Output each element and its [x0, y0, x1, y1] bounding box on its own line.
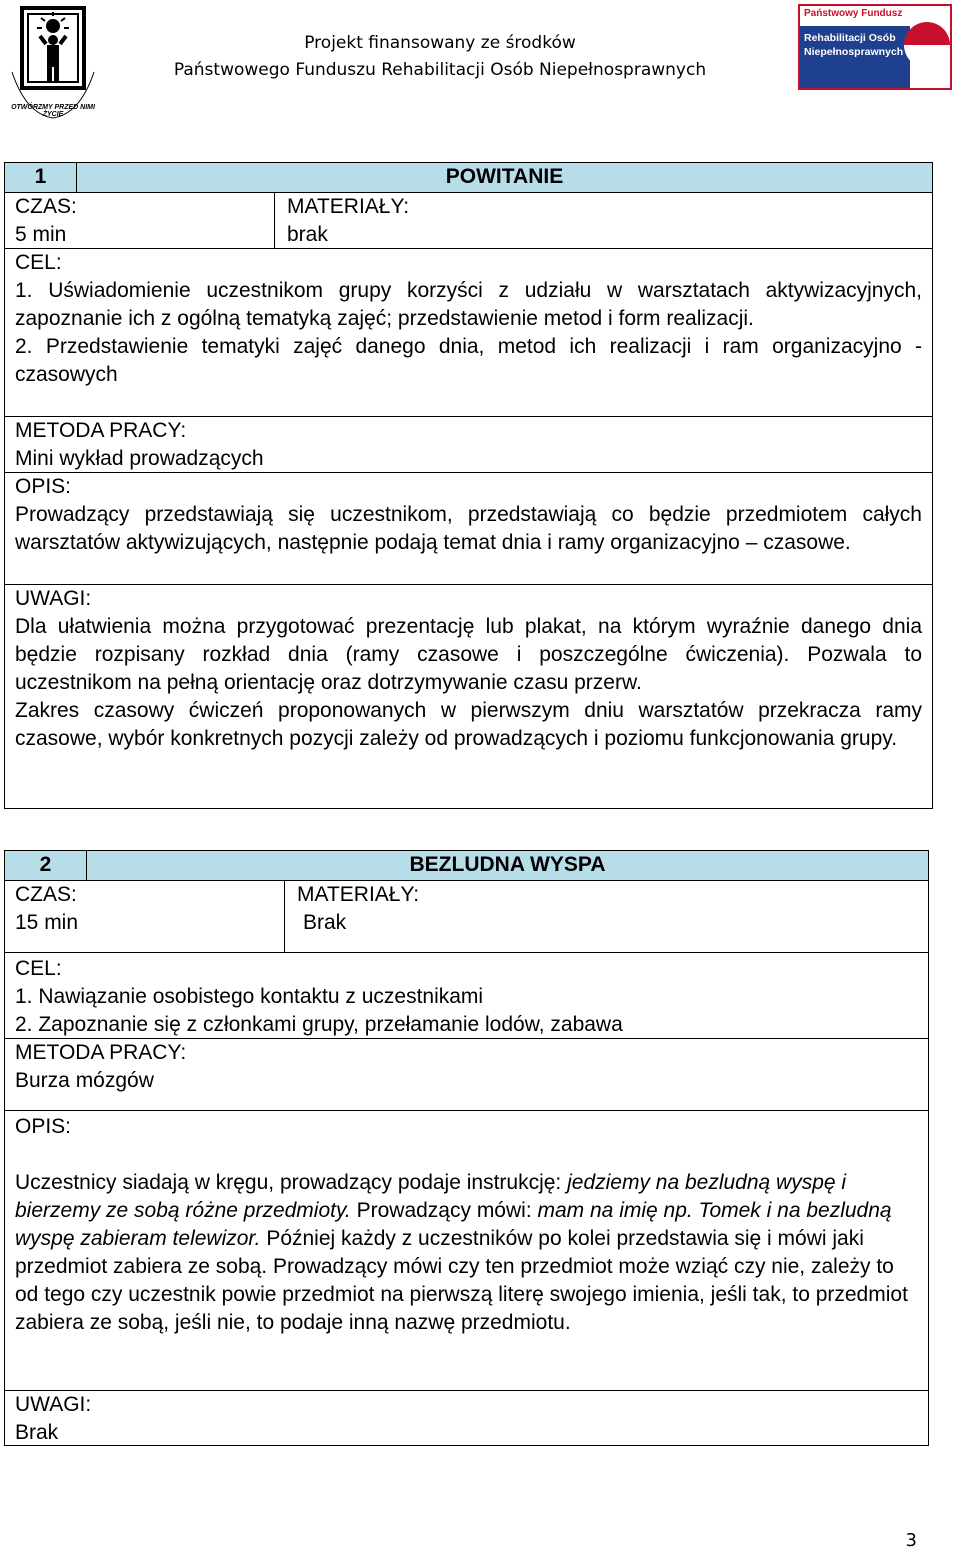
description-label: OPIS: [15, 475, 72, 498]
activity-header-2 [5, 851, 928, 881]
description-text: Prowadzący przedstawiają się uczestnikom, przedstawiają co będzie przedmiotem całych warsztatów aktywizujących, następnie podają temat dnia i ramy organizacyjno – czasowe. [15, 503, 922, 554]
notes-value: Brak [15, 1421, 59, 1444]
time-materials-row [5, 880, 928, 953]
description-part-a: Uczestnicy siadają w kręgu, prowadzący podaje instrukcję: [15, 1171, 568, 1194]
time-value: 5 min [15, 223, 67, 246]
time-cell [5, 881, 285, 953]
logo-caption: OTWÓRZMY PRZED NIMI ŻYCIE [11, 104, 95, 118]
page-number: 3 [905, 1530, 917, 1551]
funding-line-1: Projekt finansowany ze środków [304, 33, 576, 53]
pfron-logo-band [800, 26, 910, 88]
description-part-c: Prowadzący mówi: [350, 1199, 538, 1222]
funding-line-2: Państwowego Funduszu Rehabilitacji Osób Niepełnosprawnych [173, 60, 707, 80]
method-row [5, 416, 932, 473]
activity-title: BEZLUDNA WYSPA [409, 853, 606, 876]
goal-item-2: 2. Zapoznanie się z członkami grupy, przełamanie lodów, zabawa [15, 1013, 623, 1036]
notes-label: UWAGI: [15, 1393, 92, 1416]
description-row [5, 472, 932, 585]
materials-label: MATERIAŁY: [297, 883, 420, 906]
method-value: Burza mózgów [15, 1069, 154, 1092]
goal-item-2: 2. Przedstawienie tematyki zajęć danego dnia, metod ich realizacji i ram organizacyjno - czasowych [15, 335, 922, 386]
time-cell [5, 193, 275, 249]
materials-value: Brak [303, 911, 347, 934]
notes-text-1: Dla ułatwienia można przygotować prezentację lub plakat, na którym wyraźnie danego dnia będzie rozpisany rozkład dnia (ramy czasowe i poszczególne ćwiczenia). Pozwala to uczestnikom na pełną orientację oraz dotrzymywanie czasu przerw. [15, 615, 922, 694]
time-label: CZAS: [15, 195, 77, 218]
goal-label: CEL: [15, 251, 62, 274]
materials-label: MATERIAŁY: [287, 195, 410, 218]
description-text [15, 1169, 918, 1337]
funding-notice [140, 30, 740, 84]
description-part-e: Później każdy z uczestników po kolei przedstawia się i mówi jaki przedmiot zabiera ze sobą. Prowadzący mówi czy ten przedmiot może wziąć czy nie, zależy to od tego czy uczestnik powie przedmiot na pierwszą literę swojego imienia, jeśli tak, to przedmiot zabiera ze sobą, jeśli nie, to podaje inną nazwę przedmiotu. [15, 1227, 908, 1334]
notes-row [5, 584, 932, 809]
materials-cell [275, 193, 409, 249]
goal-label: CEL: [15, 957, 62, 980]
goal-row [5, 248, 932, 417]
pfron-logo [798, 4, 952, 90]
activity-number: 2 [5, 851, 87, 880]
method-label: METODA PRACY: [15, 419, 187, 442]
activity-table-2 [4, 850, 929, 1446]
time-label: CZAS: [15, 883, 77, 906]
method-row [5, 1038, 928, 1111]
goal-item-1: 1. Uświadomienie uczestnikom grupy korzyści z udziału w warsztatach aktywizacyjnych, zapoznanie ich z ogólną tematyką zajęć; przedstawienie metod i form realizacji. [15, 279, 922, 330]
activity-table-1 [4, 162, 933, 809]
notes-row [5, 1390, 928, 1446]
materials-value: brak [287, 223, 328, 246]
description-part-d: mam na imię np. Tomek i na bezludną wyspę zabieram telewizor. [15, 1199, 892, 1250]
goal-row [5, 952, 928, 1041]
page-header [0, 0, 960, 125]
notes-text-2: Zakres czasowy ćwiczeń proponowanych w pierwszym dniu warsztatów przekracza ramy czasowe, wybór konkretnych pozycji zależy od prowadzących i poziomu funkcjonowania grupy. [15, 699, 922, 750]
activity-header-1 [5, 163, 932, 193]
description-row [5, 1110, 928, 1393]
description-label: OPIS: [15, 1115, 72, 1138]
time-materials-row [5, 192, 932, 249]
method-label: METODA PRACY: [15, 1041, 187, 1064]
foundation-logo [6, 2, 100, 124]
goal-item-1: 1. Nawiązanie osobistego kontaktu z uczestnikami [15, 985, 484, 1008]
method-value: Mini wykład prowadzących [15, 447, 264, 470]
description-part-b: jedziemy na bezludną wyspę i bierzemy ze sobą różne przedmioty. [15, 1171, 847, 1222]
pfron-logo-line-1: Rehabilitacji Osób [804, 32, 896, 44]
pfron-logo-line-2: Niepełnosprawnych [804, 46, 904, 58]
activity-number: 1 [5, 163, 77, 192]
notes-label: UWAGI: [15, 587, 92, 610]
materials-cell [285, 881, 419, 953]
pfron-logo-top: Państwowy Fundusz [804, 8, 903, 19]
activity-title: POWITANIE [445, 165, 564, 188]
time-value: 15 min [15, 911, 79, 934]
pfron-circle-icon [904, 22, 950, 68]
